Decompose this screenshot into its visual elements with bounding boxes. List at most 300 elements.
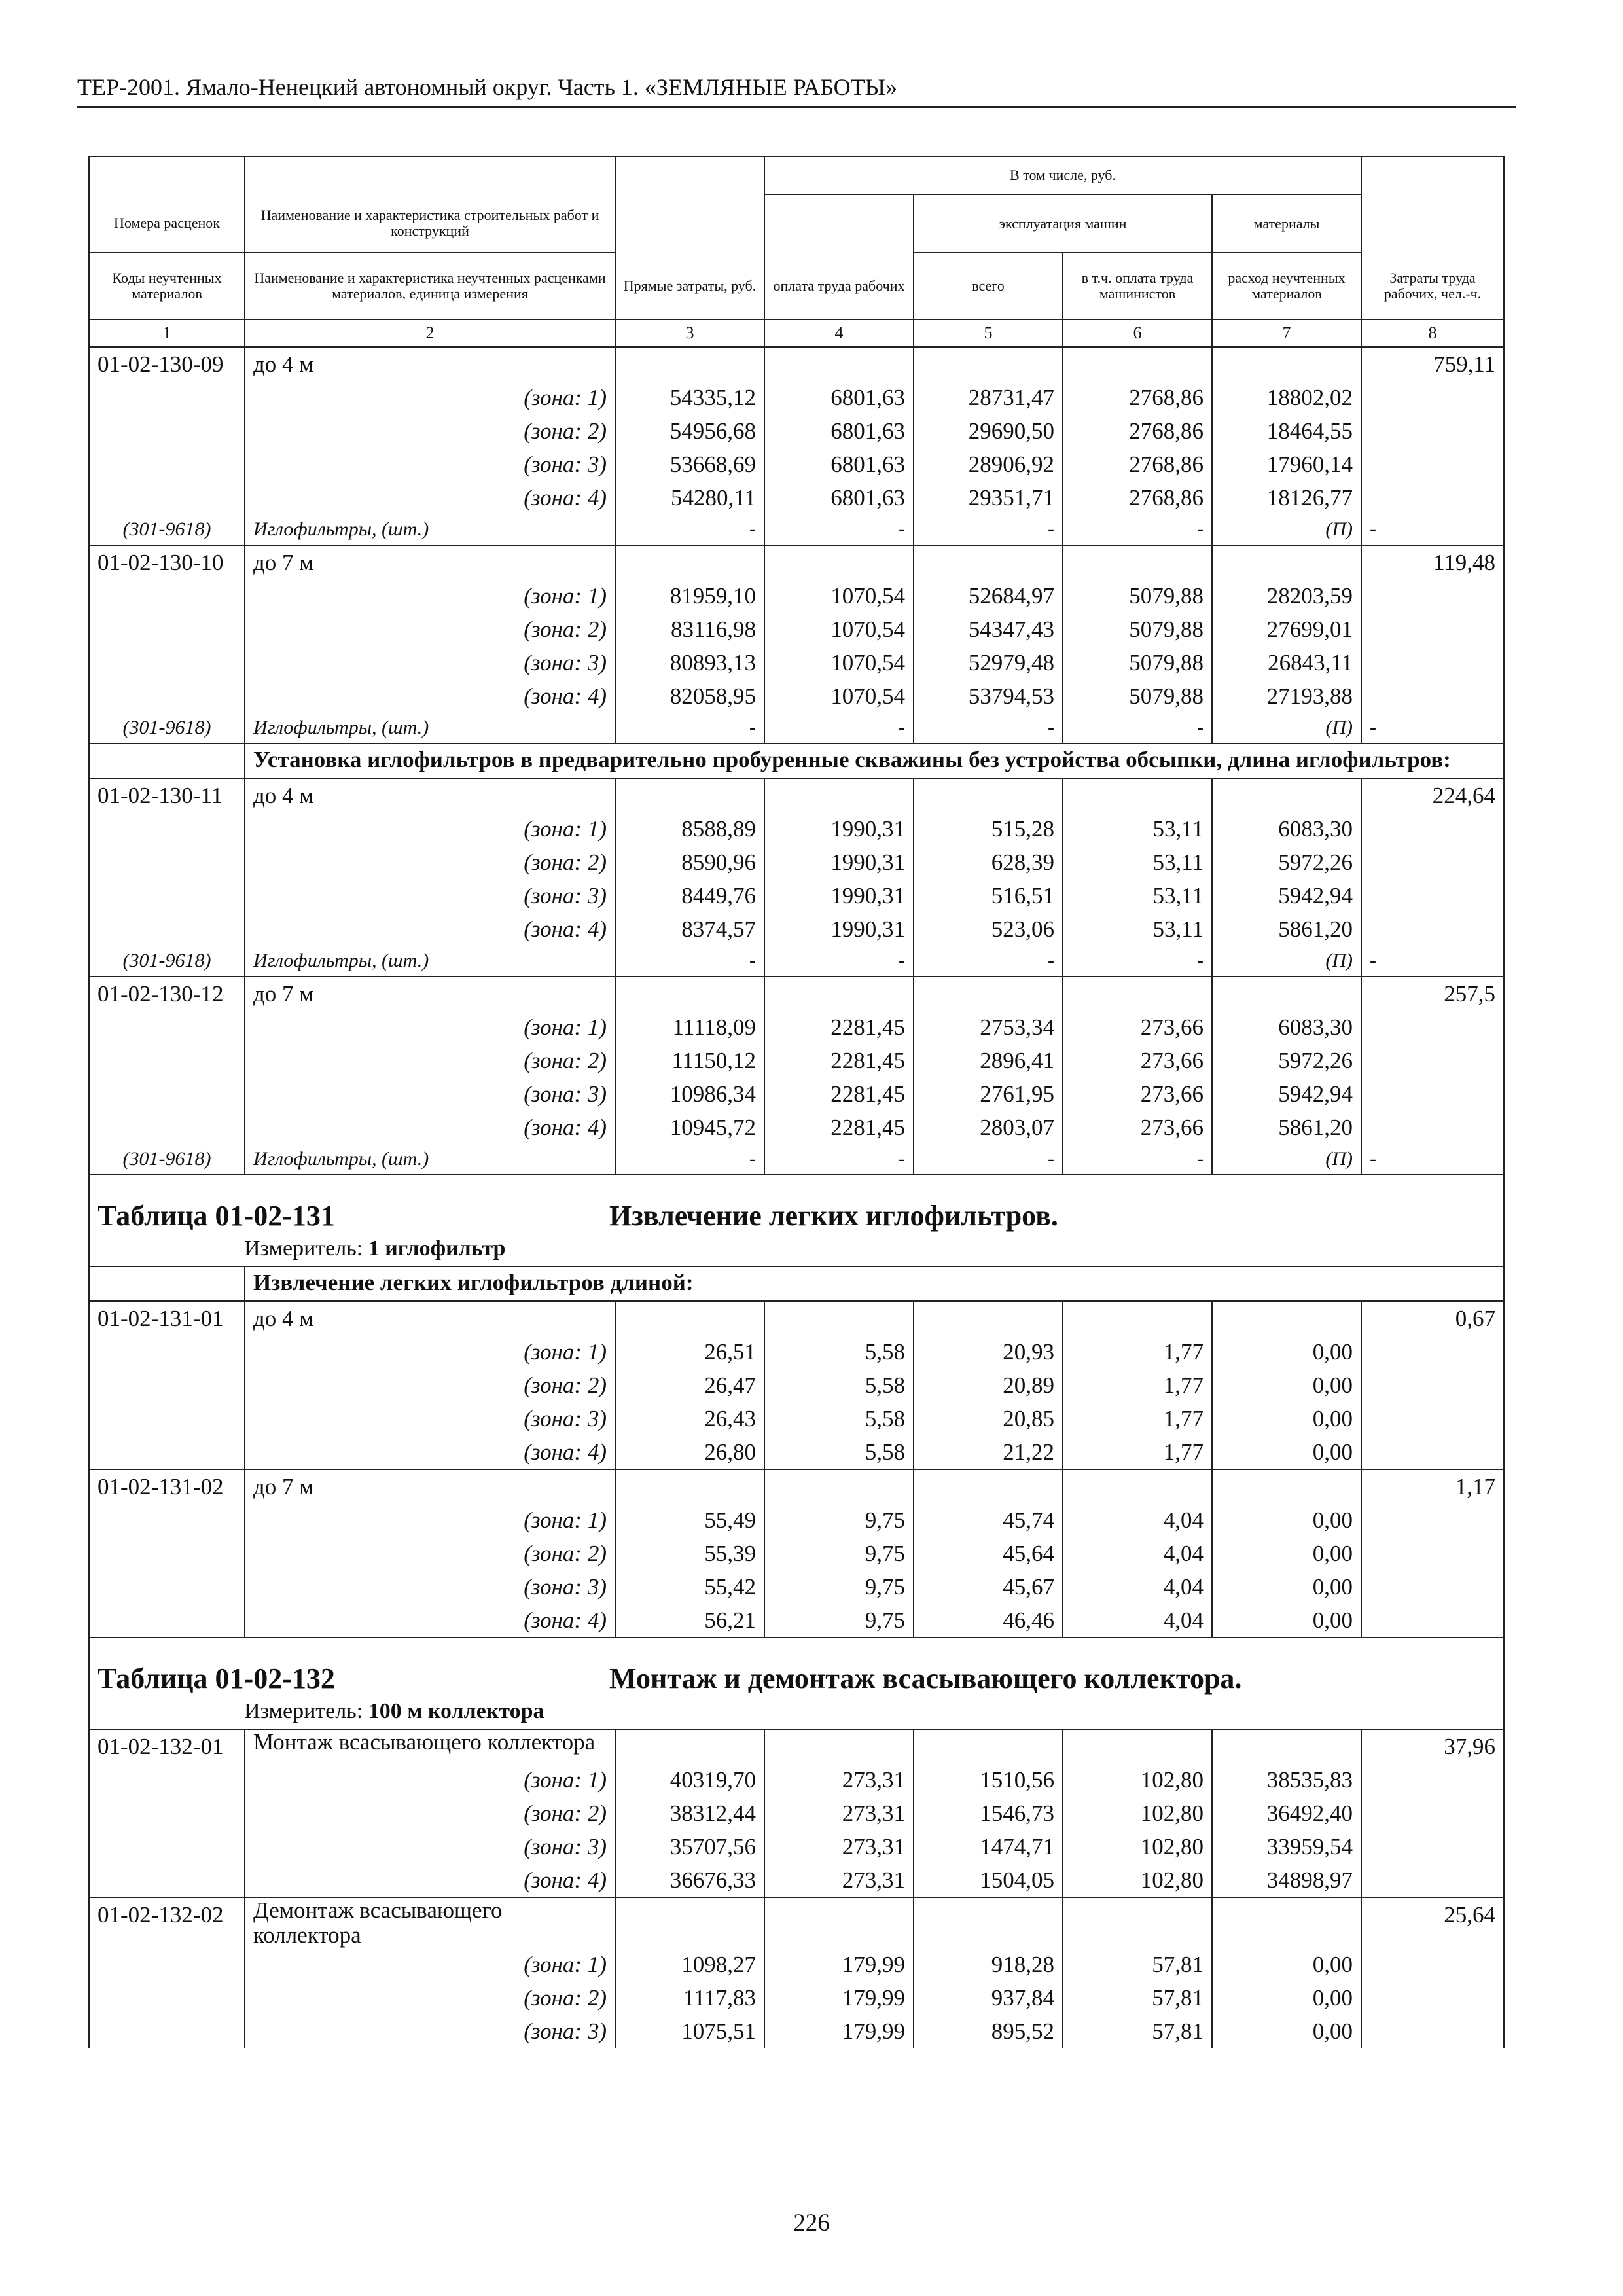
material-row (89, 713, 1504, 744)
value-cell: 36492,40 (1212, 1797, 1361, 1830)
zone-label: (зона: 3) (245, 1570, 615, 1604)
rate-code: 01-02-130-12 (89, 977, 245, 1011)
table-heading-row (89, 1638, 1504, 1729)
value-cell: 5079,88 (1063, 679, 1212, 713)
rate-row (89, 1897, 1504, 1948)
material-name: Иглофильтры, (шт.) (245, 946, 615, 977)
dash: - (1361, 946, 1504, 977)
rate-code: 01-02-131-02 (89, 1469, 245, 1503)
value-cell: 5972,26 (1212, 1044, 1361, 1077)
value-cell: 273,66 (1063, 1077, 1212, 1111)
zone-row (89, 1111, 1504, 1144)
rate-name: до 7 м (245, 1469, 615, 1503)
value-cell: 2768,86 (1063, 481, 1212, 514)
value-cell: 5861,20 (1212, 912, 1361, 946)
value-cell: 1474,71 (914, 1830, 1063, 1863)
value-cell: 10986,34 (615, 1077, 764, 1111)
material-name: Иглофильтры, (шт.) (245, 1144, 615, 1175)
value-cell: 0,00 (1212, 1570, 1361, 1604)
value-cell: 4,04 (1063, 1570, 1212, 1604)
value-cell: 273,31 (764, 1830, 914, 1863)
zone-label: (зона: 1) (245, 381, 615, 414)
column-number: 8 (1361, 319, 1504, 347)
rate-row (89, 1301, 1504, 1335)
zone-row (89, 1948, 1504, 1981)
labor-cost-header: Затраты труда рабочих, чел.-ч. (1361, 253, 1504, 319)
measure-label: Измеритель: (244, 1699, 363, 1723)
value-cell: 54335,12 (615, 381, 764, 414)
value-cell: 9,75 (764, 1503, 914, 1537)
value-cell: 2281,45 (764, 1011, 914, 1044)
value-cell: 1504,05 (914, 1863, 1063, 1897)
dash: - (914, 1144, 1063, 1175)
dash: - (764, 1144, 914, 1175)
zone-row (89, 1863, 1504, 1897)
measure-value: 1 иглофильтр (368, 1236, 506, 1261)
value-cell: 1990,31 (764, 879, 914, 912)
value-cell: 29690,50 (914, 414, 1063, 448)
value-cell: 1,77 (1063, 1369, 1212, 1402)
value-cell: 1990,31 (764, 846, 914, 879)
value-cell: 9,75 (764, 1604, 914, 1638)
value-cell: 2896,41 (914, 1044, 1063, 1077)
zone-label: (зона: 3) (245, 646, 615, 679)
zone-row (89, 879, 1504, 912)
dash: - (914, 946, 1063, 977)
material-code: (301-9618) (89, 713, 245, 744)
material-expense: (П) (1212, 514, 1361, 545)
value-cell: 5079,88 (1063, 613, 1212, 646)
value-cell: 8590,96 (615, 846, 764, 879)
zone-row (89, 1335, 1504, 1369)
labor-cost: 1,17 (1361, 1469, 1504, 1503)
zone-label: (зона: 3) (245, 1830, 615, 1863)
zone-label: (зона: 4) (245, 1111, 615, 1144)
rate-name: до 7 м (245, 977, 615, 1011)
column-number: 2 (245, 319, 615, 347)
zone-label: (зона: 4) (245, 679, 615, 713)
zone-row (89, 381, 1504, 414)
column-number: 6 (1063, 319, 1212, 347)
value-cell: 53,11 (1063, 879, 1212, 912)
labor-cost: 37,96 (1361, 1729, 1504, 1763)
value-cell: 273,66 (1063, 1011, 1212, 1044)
zone-label: (зона: 2) (245, 1044, 615, 1077)
value-cell: 273,31 (764, 1763, 914, 1797)
machinists-header: в т.ч. оплата труда машинистов (1063, 253, 1212, 319)
value-cell: 4,04 (1063, 1503, 1212, 1537)
dash: - (914, 514, 1063, 545)
mat-expense-header: расход неучтенных материалов (1212, 253, 1361, 319)
zone-label: (зона: 2) (245, 1369, 615, 1402)
header-rule (77, 106, 1516, 108)
value-cell: 26843,11 (1212, 646, 1361, 679)
table-title: Монтаж и демонтаж всасывающего коллектора. (609, 1662, 1242, 1695)
zone-row (89, 812, 1504, 846)
mat-name-header: Наименование и характеристика неучтенных расценками материалов, единица измерения (245, 253, 615, 319)
rate-row (89, 1469, 1504, 1503)
rate-name: Монтаж всасывающего коллектора (245, 1729, 615, 1763)
value-cell: 6801,63 (764, 448, 914, 481)
value-cell: 102,80 (1063, 1797, 1212, 1830)
value-cell: 20,89 (914, 1369, 1063, 1402)
zone-row (89, 1369, 1504, 1402)
rate-code: 01-02-131-01 (89, 1301, 245, 1335)
zone-row (89, 1011, 1504, 1044)
labor-cost: 119,48 (1361, 545, 1504, 579)
value-cell: 11118,09 (615, 1011, 764, 1044)
value-cell: 45,64 (914, 1537, 1063, 1570)
value-cell: 6083,30 (1212, 812, 1361, 846)
value-cell: 5861,20 (1212, 1111, 1361, 1144)
rate-name: Демонтаж всасывающего коллектора (245, 1897, 615, 1948)
value-cell: 9,75 (764, 1537, 914, 1570)
material-row (89, 946, 1504, 977)
zone-row (89, 1797, 1504, 1830)
value-cell: 2768,86 (1063, 414, 1212, 448)
zone-row (89, 1981, 1504, 2015)
value-cell: 1075,51 (615, 2015, 764, 2048)
material-expense: (П) (1212, 1144, 1361, 1175)
value-cell: 1070,54 (764, 579, 914, 613)
value-cell: 26,80 (615, 1435, 764, 1469)
value-cell: 1070,54 (764, 613, 914, 646)
value-cell: 937,84 (914, 1981, 1063, 2015)
material-row (89, 514, 1504, 545)
value-cell: 29351,71 (914, 481, 1063, 514)
value-cell: 1070,54 (764, 646, 914, 679)
value-cell: 26,47 (615, 1369, 764, 1402)
table-heading-row (89, 1175, 1504, 1266)
value-cell: 6801,63 (764, 381, 914, 414)
value-cell: 2803,07 (914, 1111, 1063, 1144)
zone-row (89, 1435, 1504, 1469)
value-cell: 516,51 (914, 879, 1063, 912)
value-cell: 6083,30 (1212, 1011, 1361, 1044)
value-cell: 628,39 (914, 846, 1063, 879)
zone-label: (зона: 2) (245, 1981, 615, 2015)
value-cell: 33959,54 (1212, 1830, 1361, 1863)
dash: - (1063, 1144, 1212, 1175)
material-code: (301-9618) (89, 1144, 245, 1175)
value-cell: 895,52 (914, 2015, 1063, 2048)
table-number: Таблица 01-02-132 (98, 1662, 335, 1695)
value-cell: 273,66 (1063, 1044, 1212, 1077)
direct-header: Прямые затраты, руб. (615, 253, 764, 319)
value-cell: 273,31 (764, 1863, 914, 1897)
zone-label: (зона: 4) (245, 1604, 615, 1638)
value-cell: 102,80 (1063, 1763, 1212, 1797)
material-name: Иглофильтры, (шт.) (245, 514, 615, 545)
value-cell: 6801,63 (764, 414, 914, 448)
value-cell: 2768,86 (1063, 448, 1212, 481)
value-cell: 10945,72 (615, 1111, 764, 1144)
value-cell: 52979,48 (914, 646, 1063, 679)
labor-cost: 0,67 (1361, 1301, 1504, 1335)
labor-header: оплата труда рабочих (764, 253, 914, 319)
zone-row (89, 1604, 1504, 1638)
value-cell: 4,04 (1063, 1604, 1212, 1638)
value-cell: 53,11 (1063, 912, 1212, 946)
value-cell: 53,11 (1063, 812, 1212, 846)
rate-row (89, 545, 1504, 579)
value-cell: 46,46 (914, 1604, 1063, 1638)
value-cell: 0,00 (1212, 1402, 1361, 1435)
value-cell: 57,81 (1063, 1981, 1212, 2015)
zone-row (89, 1044, 1504, 1077)
value-cell: 1070,54 (764, 679, 914, 713)
value-cell: 5972,26 (1212, 846, 1361, 879)
value-cell: 5,58 (764, 1435, 914, 1469)
rate-name: до 7 м (245, 545, 615, 579)
value-cell: 5,58 (764, 1335, 914, 1369)
zone-label: (зона: 4) (245, 1863, 615, 1897)
zone-label: (зона: 4) (245, 1435, 615, 1469)
value-cell: 38312,44 (615, 1797, 764, 1830)
value-cell: 45,67 (914, 1570, 1063, 1604)
rate-code: 01-02-132-01 (89, 1729, 245, 1763)
table-header (89, 156, 1504, 319)
zone-label: (зона: 1) (245, 1763, 615, 1797)
value-cell: 35707,56 (615, 1830, 764, 1863)
value-cell: 2281,45 (764, 1077, 914, 1111)
value-cell: 1510,56 (914, 1763, 1063, 1797)
zone-row (89, 1537, 1504, 1570)
zone-label: (зона: 2) (245, 414, 615, 448)
section-row (89, 744, 1504, 778)
value-cell: 2753,34 (914, 1011, 1063, 1044)
rate-name: до 4 м (245, 778, 615, 812)
dash: - (764, 514, 914, 545)
value-cell: 5,58 (764, 1402, 914, 1435)
zone-row (89, 1402, 1504, 1435)
value-cell: 18464,55 (1212, 414, 1361, 448)
mat-code-header: Коды неучтенных материалов (89, 253, 245, 319)
value-cell: 179,99 (764, 1948, 914, 1981)
value-cell: 17960,14 (1212, 448, 1361, 481)
zone-row (89, 414, 1504, 448)
value-cell: 0,00 (1212, 2015, 1361, 2048)
value-cell: 83116,98 (615, 613, 764, 646)
rate-code: 01-02-130-11 (89, 778, 245, 812)
zone-label: (зона: 2) (245, 1797, 615, 1830)
value-cell: 515,28 (914, 812, 1063, 846)
rate-row (89, 977, 1504, 1011)
rate-row (89, 778, 1504, 812)
zone-row (89, 1763, 1504, 1797)
value-cell: 2281,45 (764, 1111, 914, 1144)
rate-row (89, 347, 1504, 381)
value-cell: 1,77 (1063, 1335, 1212, 1369)
section-row (89, 1266, 1504, 1301)
dash: - (615, 1144, 764, 1175)
material-name: Иглофильтры, (шт.) (245, 713, 615, 744)
rate-code: 01-02-132-02 (89, 1897, 245, 1948)
rate-row (89, 1729, 1504, 1763)
value-cell: 0,00 (1212, 1335, 1361, 1369)
value-cell: 55,39 (615, 1537, 764, 1570)
column-number: 1 (89, 319, 245, 347)
value-cell: 8588,89 (615, 812, 764, 846)
value-cell: 523,06 (914, 912, 1063, 946)
value-cell: 273,66 (1063, 1111, 1212, 1144)
value-cell: 0,00 (1212, 1981, 1361, 2015)
value-cell: 26,43 (615, 1402, 764, 1435)
value-cell: 54280,11 (615, 481, 764, 514)
value-cell: 53668,69 (615, 448, 764, 481)
value-cell: 8374,57 (615, 912, 764, 946)
zone-label: (зона: 1) (245, 1503, 615, 1537)
zone-row (89, 846, 1504, 879)
total-header: всего (914, 253, 1063, 319)
included-header: В том числе, руб. (764, 156, 1361, 194)
value-cell: 54956,68 (615, 414, 764, 448)
labor-cost: 759,11 (1361, 347, 1504, 381)
material-code: (301-9618) (89, 514, 245, 545)
column-numbers-row (89, 319, 1504, 347)
dash: - (1361, 713, 1504, 744)
rate-code: 01-02-130-09 (89, 347, 245, 381)
table-heading (89, 1175, 1504, 1266)
zone-label: (зона: 1) (245, 812, 615, 846)
zone-label: (зона: 1) (245, 1948, 615, 1981)
value-cell: 21,22 (914, 1435, 1063, 1469)
dash: - (764, 946, 914, 977)
column-number: 4 (764, 319, 914, 347)
dash: - (615, 946, 764, 977)
zone-row (89, 679, 1504, 713)
zone-label: (зона: 4) (245, 912, 615, 946)
value-cell: 2768,86 (1063, 381, 1212, 414)
value-cell: 5,58 (764, 1369, 914, 1402)
value-cell: 102,80 (1063, 1863, 1212, 1897)
value-cell: 18802,02 (1212, 381, 1361, 414)
value-cell: 27193,88 (1212, 679, 1361, 713)
zone-row (89, 2015, 1504, 2048)
value-cell: 8449,76 (615, 879, 764, 912)
zone-label: (зона: 4) (245, 481, 615, 514)
value-cell: 38535,83 (1212, 1763, 1361, 1797)
value-cell: 52684,97 (914, 579, 1063, 613)
value-cell: 1546,73 (914, 1797, 1063, 1830)
measure-value: 100 м коллектора (368, 1699, 544, 1723)
column-number: 5 (914, 319, 1063, 347)
zone-label: (зона: 2) (245, 613, 615, 646)
material-expense: (П) (1212, 713, 1361, 744)
value-cell: 1117,83 (615, 1981, 764, 2015)
value-cell: 80893,13 (615, 646, 764, 679)
value-cell: 179,99 (764, 1981, 914, 2015)
table-title: Извлечение легких иглофильтров. (609, 1200, 1058, 1232)
table-number: Таблица 01-02-131 (98, 1200, 335, 1232)
value-cell: 1990,31 (764, 812, 914, 846)
zone-label: (зона: 1) (245, 1011, 615, 1044)
value-cell: 55,49 (615, 1503, 764, 1537)
measure-label: Измеритель: (244, 1236, 363, 1261)
running-header: ТЕР-2001. Ямало-Ненецкий автономный округ. Часть 1. «ЗЕМЛЯНЫЕ РАБОТЫ» (77, 74, 898, 100)
value-cell: 20,93 (914, 1335, 1063, 1369)
dash: - (1063, 514, 1212, 545)
value-cell: 55,42 (615, 1570, 764, 1604)
zone-row (89, 646, 1504, 679)
value-cell: 53,11 (1063, 846, 1212, 879)
material-code: (301-9618) (89, 946, 245, 977)
rate-code: 01-02-130-10 (89, 545, 245, 579)
value-cell: 2281,45 (764, 1044, 914, 1077)
zone-row (89, 613, 1504, 646)
dash: - (764, 713, 914, 744)
dash: - (1361, 514, 1504, 545)
table-heading (89, 1638, 1504, 1729)
value-cell: 1098,27 (615, 1948, 764, 1981)
zone-row (89, 1830, 1504, 1863)
value-cell: 5942,94 (1212, 1077, 1361, 1111)
code-header: Номера расценок (89, 194, 245, 253)
value-cell: 0,00 (1212, 1948, 1361, 1981)
zone-row (89, 1077, 1504, 1111)
materials-header: материалы (1212, 194, 1361, 253)
zone-label: (зона: 3) (245, 1402, 615, 1435)
value-cell: 40319,70 (615, 1763, 764, 1797)
value-cell: 57,81 (1063, 2015, 1212, 2048)
value-cell: 6801,63 (764, 481, 914, 514)
material-row (89, 1144, 1504, 1175)
dash: - (615, 514, 764, 545)
value-cell: 45,74 (914, 1503, 1063, 1537)
zone-row (89, 1570, 1504, 1604)
price-table (88, 156, 1505, 2048)
value-cell: 53794,53 (914, 679, 1063, 713)
dash: - (1361, 1144, 1504, 1175)
zone-label: (зона: 3) (245, 2015, 615, 2048)
zone-label: (зона: 1) (245, 579, 615, 613)
zone-row (89, 481, 1504, 514)
value-cell: 36676,33 (615, 1863, 764, 1897)
zone-label: (зона: 2) (245, 846, 615, 879)
value-cell: 918,28 (914, 1948, 1063, 1981)
value-cell: 20,85 (914, 1402, 1063, 1435)
value-cell: 82058,95 (615, 679, 764, 713)
zone-row (89, 1503, 1504, 1537)
zone-label: (зона: 2) (245, 1537, 615, 1570)
value-cell: 28203,59 (1212, 579, 1361, 613)
value-cell: 1990,31 (764, 912, 914, 946)
zone-label: (зона: 3) (245, 1077, 615, 1111)
dash: - (914, 713, 1063, 744)
dash: - (1063, 946, 1212, 977)
value-cell: 0,00 (1212, 1503, 1361, 1537)
value-cell: 5942,94 (1212, 879, 1361, 912)
value-cell: 28906,92 (914, 448, 1063, 481)
value-cell: 5079,88 (1063, 579, 1212, 613)
zone-label: (зона: 3) (245, 879, 615, 912)
value-cell: 34898,97 (1212, 1863, 1361, 1897)
value-cell: 1,77 (1063, 1402, 1212, 1435)
column-number: 3 (615, 319, 764, 347)
value-cell: 28731,47 (914, 381, 1063, 414)
name-header: Наименование и характеристика строительных работ и конструкций (245, 194, 615, 253)
zone-label: (зона: 1) (245, 1335, 615, 1369)
zone-row (89, 448, 1504, 481)
value-cell: 11150,12 (615, 1044, 764, 1077)
rate-name: до 4 м (245, 1301, 615, 1335)
value-cell: 5079,88 (1063, 646, 1212, 679)
value-cell: 81959,10 (615, 579, 764, 613)
value-cell: 0,00 (1212, 1537, 1361, 1570)
zone-row (89, 912, 1504, 946)
column-number: 7 (1212, 319, 1361, 347)
section-heading: Установка иглофильтров в предварительно пробуренные скважины без устройства обсыпки, длина иглофильтров: (245, 744, 1504, 778)
